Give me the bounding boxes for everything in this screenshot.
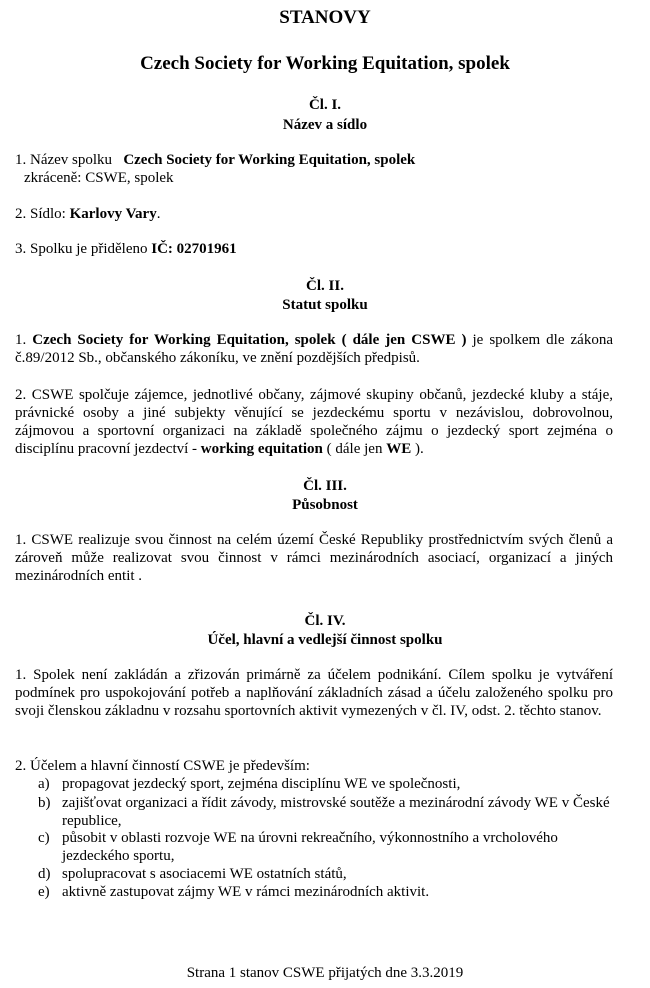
list-text: působit v oblasti rozvoje WE na úrovni rekreačního, výkonnostního a vrcholového jezdeckého sportu, <box>62 830 558 864</box>
list-text: propagovat jezdecký sport, zejména disciplínu WE ve společnosti, <box>62 776 461 792</box>
section-1-item-2 <box>15 205 613 223</box>
list-marker: c) <box>38 830 50 846</box>
list-text: aktivně zastupovat zájmy WE v rámci mezinárodních aktivit. <box>62 884 430 900</box>
section-4-item-1: 1. Spolek není zakládán a zřizován primárně za účelem podnikání. Cílem spolku je vytváření podmínek pro uspokojování potřeb a naplňování základních zásad a účelu založeného spolku pro svoji členskou základnu v rozsahu sportovních aktivit vymezených v čl. IV, odst. 2. těchto stanov. <box>15 667 613 719</box>
item-text-2: je spolkem dle zákona č.89/2012 Sb., občanského zákoníku, ve znění pozdějších předpisů. <box>15 332 613 366</box>
section-1-item-3 <box>15 240 613 258</box>
section-1-item-1 <box>15 151 613 169</box>
section-2-item-2 <box>15 386 613 458</box>
list-marker: b) <box>38 795 51 811</box>
section-2-heading: Statut spolku <box>282 297 368 313</box>
section-3-item-1: 1. CSWE realizuje svou činnost na celém území České Republiky prostřednictvím svých členů a zároveň může realizovat svou činnost v rámci mezinárodních asociací, organizací a jiných mezinárodních entit . <box>15 532 613 584</box>
section-1-number: Čl. I. <box>308 97 342 113</box>
organization-name: Czech Society for Working Equitation, spolek <box>140 53 510 74</box>
list-text: zajišťovat organizaci a řídit závody, mistrovské soutěže a mezinárodní závody WE v České republice, <box>62 795 610 829</box>
item-text: 1. Název spolku <box>15 152 113 168</box>
item-text: 1. <box>15 332 27 348</box>
item-bold: Czech Society for Working Equitation, spolek ( dále jen CSWE ) <box>32 332 467 348</box>
section-4-heading: Účel, hlavní a vedlejší činnost spolku <box>207 632 443 648</box>
page-footer: Strana 1 stanov CSWE přijatých dne 3.3.2019 <box>186 965 464 981</box>
section-2-item-1 <box>15 331 613 367</box>
item-bold-2: WE <box>386 441 412 457</box>
section-2-number: Čl. II. <box>306 278 344 294</box>
item-text-2: ( dále jen <box>326 441 383 457</box>
organization-name-inline: Czech Society for Working Equitation, spolek <box>123 152 416 168</box>
item-text: 2. Sídlo: <box>15 206 66 222</box>
list-marker: a) <box>38 776 50 792</box>
item-text-end: . <box>156 206 161 222</box>
seat-city: Karlovy Vary <box>69 206 157 222</box>
section-4-item-2: 2. Účelem a hlavní činností CSWE je především: <box>15 758 310 774</box>
short-name: zkráceně: CSWE, spolek <box>24 170 174 186</box>
list-marker: e) <box>38 884 50 900</box>
section-1-heading: Název a sídlo <box>282 117 368 133</box>
section-3-heading: Působnost <box>292 497 358 513</box>
activities-list <box>0 775 650 905</box>
list-text: spolupracovat s asociacemi WE ostatních států, <box>62 866 347 882</box>
item-text-3: ). <box>414 441 424 457</box>
item-text: 3. Spolku je přiděleno <box>15 241 148 257</box>
section-4-number: Čl. IV. <box>304 613 346 629</box>
document-title: STANOVY <box>279 7 371 28</box>
section-3-number: Čl. III. <box>303 478 347 494</box>
item-bold-1: working equitation <box>200 441 323 457</box>
item-text: 2. CSWE spolčuje zájemce, jednotlivé občany, zájmové skupiny občanů, jezdecké kluby a stáje, právnické osoby a jiné subjekty věnující se jezdeckému sportu v nezávislou, dobrovolnou, zájmovou a sportovní organizaci na základě společného zájmu o jezdecký sport zejména o disciplínu pracovní jezdectví - <box>15 387 613 457</box>
ic-number: IČ: 02701961 <box>151 241 237 257</box>
list-marker: d) <box>38 866 51 882</box>
